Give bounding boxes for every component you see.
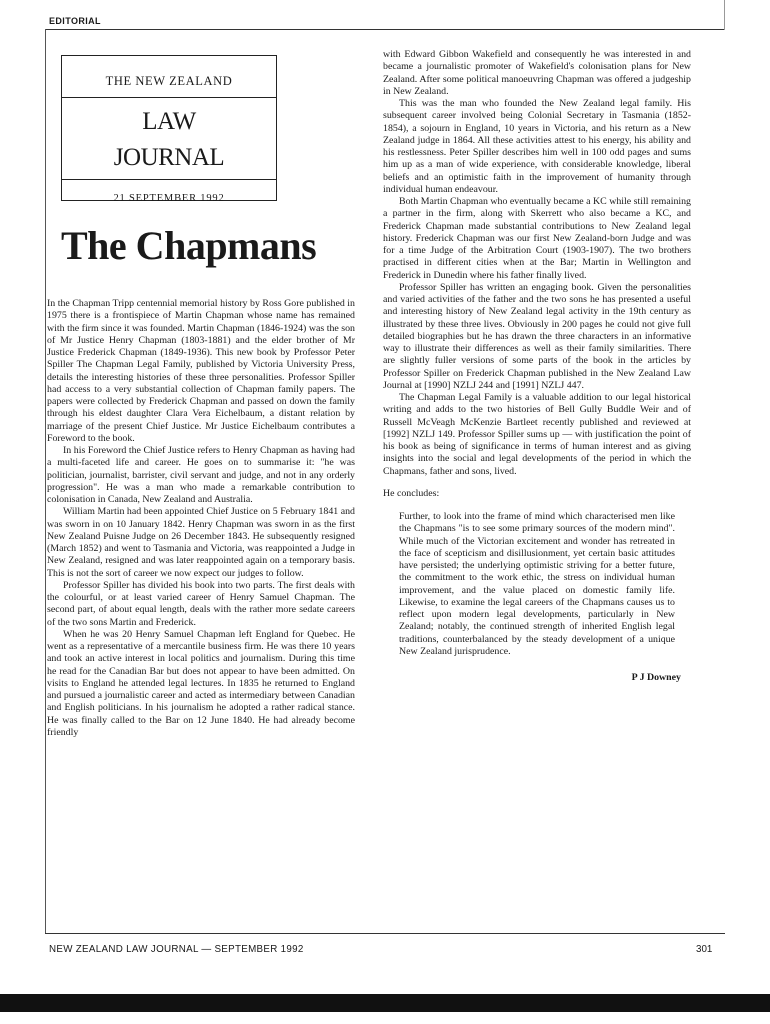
concludes-label: He concludes:: [383, 487, 440, 499]
block-quote: Further, to look into the frame of mind which characterised men like the Chapmans "is to see some primary sources of the modern mind". While much of the Victorian excitement and wonder has retreated in the face of scepticism and disillusionment, yet certain basic attitudes have persisted; the underlying optimistic striving for a better future, the commitment to the work ethic, the stress on individual human improvement, and the value placed on domestic family life. Likewise, to examine the legal careers of the Chapmans causes us to reflect upon modern legal developments, particularly in New Zealand; notably, the continued strength of inherited English legal traditions, counterbalanced by the steady development of a unique New Zealand jurisprudence.: [399, 511, 675, 657]
masthead-date: 21 SEPTEMBER 1992: [113, 193, 225, 204]
article-column-right: [383, 49, 691, 684]
paragraph: Both Martin Chapman who eventually became a KC while still remaining a partner in the firm, along with Skerrett who also became a KC, and Frederick Chapman made substantial contributions to New Zealand legal history. Frederick Chapman was our first New Zealand-born Judge and was for a time Judge of the Arbitration Court (1903-1907). The two brothers practised in different cities when at the Bar; Martin in Wellington and Frederick in Dunedin where his father finally lived.: [383, 196, 691, 281]
paragraph: In his Foreword the Chief Justice refers to Henry Chapman as having had a multi-faceted life and career. He goes on to summarise it: "he was politician, journalist, barrister, civil servant and judge, and not in any orderly progression". He was a man who made a remarkable contribution to colonisation in Canada, New Zealand and Australia.: [47, 445, 355, 505]
paragraph: In the Chapman Tripp centennial memorial history by Ross Gore published in 1975 there is a frontispiece of Martin Chapman whose name has remained with the firm since it was founded. Martin Chapman (1846-1924) was the son of Mr Justice Henry Chapman (1803-1881) and the elder brother of Mr Justice Frederick Chapman (1849-1936). This new book by Professor Peter Spiller The Chapman Legal Family, published by Victoria University Press, details the interesting histories of these three personalities. Professor Spiller had access to a very substantial collection of Chapman family papers. The papers were collected by Frederick Chapman and passed on down the family through his eldest daughter Clara Vera Eichelbaum, a distant relation by marriage of the present Chief Justice. Mr Justice Eichelbaum contributes a Foreword to the book.: [47, 298, 355, 444]
paragraph: This was the man who founded the New Zealand legal family. His subsequent career involved being Colonial Secretary in Tasmania (1852-1854), a sojourn in England, 10 years in Victoria, and his return as a New Zealand judge in 1864. All these activities attest to his energy, his ability and his restlessness. Peter Spiller describes him well in 100 odd pages and sums him up as a man of wide experience, with considerable knowledge, liberal beliefs and an optimistic faith in the improvement of humanity through individual human endeavour.: [383, 98, 691, 195]
masthead-rule-bottom: [62, 179, 276, 180]
footer-rule: [45, 933, 725, 934]
corner-mark: [724, 0, 725, 30]
journal-masthead: [61, 55, 277, 204]
paragraph: Professor Spiller has written an engaging book. Given the personalities and varied activities of the father and the two sons he has presented a useful and interesting history of New Zealand legal activity in the 19th century as illustrated by these three lives. Obviously in 200 pages he could not give full detailed biographies but he has drawn the three characters in an informative way to illustrate their differences as well as their family similarities. There are slightly fuller versions of some parts of the book in the articles by Professor Spiller on Frederick Chapman published in the New Zealand Law Journal at [1990] NZLJ 244 and [1991] NZLJ 447.: [383, 281, 691, 391]
masthead-title-journal: JOURNAL: [113, 144, 225, 171]
footer-journal-issue: NEW ZEALAND LAW JOURNAL — SEPTEMBER 1992: [49, 944, 304, 955]
left-margin-rule: [45, 29, 46, 933]
scan-edge-band: [0, 994, 770, 1012]
header-rule: [45, 29, 725, 30]
masthead-title-law: LAW: [142, 108, 196, 135]
paragraph: William Martin had been appointed Chief Justice on 5 February 1841 and was sworn in on 10 January 1842. Henry Chapman was sworn in as the first New Zealand Puisne Judge on 26 December 1843. He subsequently resigned (March 1852) and went to Tasmania and Victoria, was reappointed a Judge in New Zealand, resigned and was later reappointed again on a temporary basis. This is not the sort of career we now expect our judges to follow.: [47, 506, 355, 579]
section-label: EDITORIAL: [49, 16, 101, 26]
author-byline: P J Downey: [631, 672, 681, 683]
paragraph: with Edward Gibbon Wakefield and consequently he was interested in and became a journalistic promoter of Wakefield's colonisation plans for New Zealand. After some political manoeuvring Chapman was offered a judgeship in New Zealand.: [383, 49, 691, 97]
article-column-left: [47, 298, 355, 739]
masthead-rule-top: [62, 97, 276, 98]
article-headline: The Chapmans: [61, 223, 317, 268]
footer-page-number: 301: [696, 944, 713, 955]
masthead-publication-top: THE NEW ZEALAND: [105, 74, 233, 88]
paragraph: The Chapman Legal Family is a valuable addition to our legal historical writing and adds to the two histories of Bell Gully Buddle Weir and of Russell McVeagh McKenzie Bartleet recently published and reviewed at [1992] NZLJ 149. Professor Spiller sums up — with justification the point of his book as being of significance in terms of human interest and as giving insights into the social and legal developments of the period in which the Chapmans, father and sons, lived.: [383, 392, 691, 477]
paragraph: When he was 20 Henry Samuel Chapman left England for Quebec. He went as a representative of a mercantile business firm. He was there 10 years and took an active interest in local politics and journalism. During this time he read for the Canadian Bar but does not appear to have been admitted. On visits to England he attended legal lectures. In 1835 he returned to England and pursued a journalistic career and acted as intermediary between Canadian and English politicians. In his journalism he adopted a rather radical stance. He was finally called to the Bar on 12 June 1840. He had already become friendly: [47, 628, 355, 738]
paragraph: Professor Spiller has divided his book into two parts. The first deals with the colourful, or at least varied career of Henry Samuel Chapman. The second part, of about equal length, deals with the rather more sedate careers of the two sons Martin and Frederick.: [47, 579, 355, 628]
